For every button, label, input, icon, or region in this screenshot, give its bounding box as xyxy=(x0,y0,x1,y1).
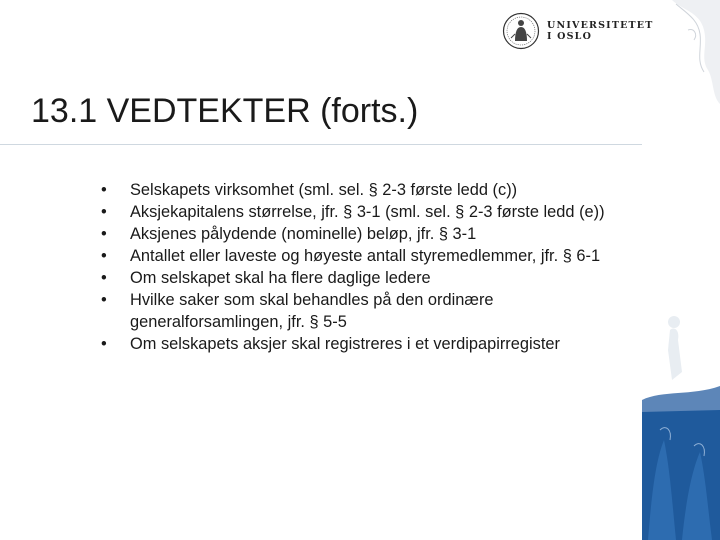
university-seal-icon xyxy=(502,12,540,50)
slide-title: 13.1 VEDTEKTER (forts.) xyxy=(31,92,419,130)
bullet-item: • Selskapets virksomhet (sml. sel. § 2-3 første ledd (c)) xyxy=(101,179,636,201)
title-divider xyxy=(0,144,642,145)
bullet-item: • Hvilke saker som skal behandles på den ordinære generalforsamlingen, jfr. § 5-5 xyxy=(101,289,636,333)
bullet-item: • Om selskapets aksjer skal registreres i et verdipapirregister xyxy=(101,333,636,355)
bullet-item: • Om selskapet skal ha flere daglige ledere xyxy=(101,267,636,289)
decorative-sculpture-image xyxy=(642,0,720,540)
university-logo xyxy=(502,12,654,52)
bullet-list xyxy=(101,179,636,355)
bullet-item: • Aksjekapitalens størrelse, jfr. § 3-1 (sml. sel. § 2-3 første ledd (e)) xyxy=(101,201,636,223)
bullet-item: • Aksjenes pålydende (nominelle) beløp, jfr. § 3-1 xyxy=(101,223,636,245)
bullet-item: • Antallet eller laveste og høyeste antall styremedlemmer, jfr. § 6-1 xyxy=(101,245,636,267)
logo-line-1: UNIVERSITETET xyxy=(547,20,654,31)
logo-line-2: I OSLO xyxy=(547,31,593,42)
logo-wordmark xyxy=(547,20,654,42)
